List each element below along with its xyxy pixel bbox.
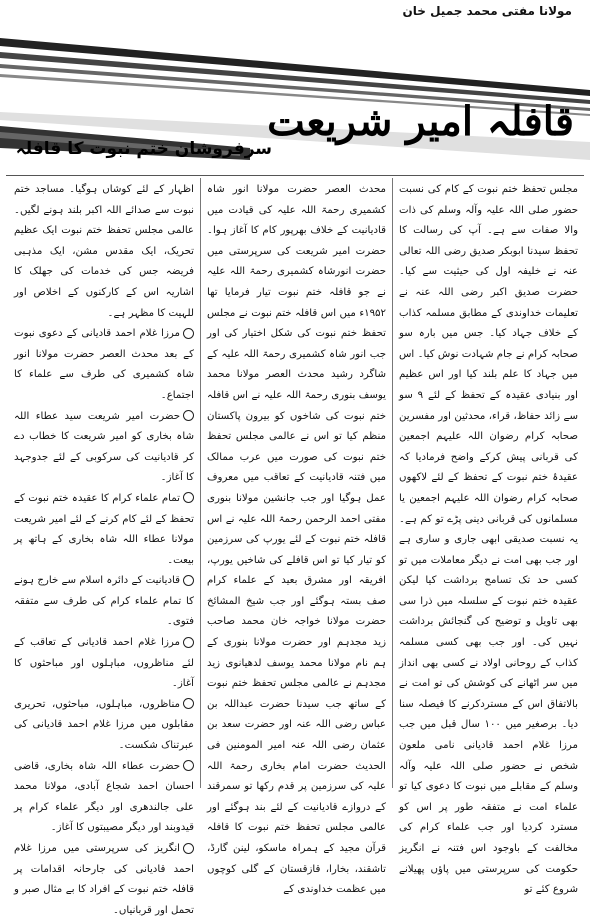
bullet-circle-icon bbox=[183, 698, 194, 709]
list-item: حضرت امیر شریعت سید عطاء اللہ شاہ بخاری کو امیر شریعت کا خطاب دے کر قادیانیت کی سرکوبی کے لئے جدوجہد کا آغاز۔ bbox=[14, 410, 194, 484]
list-item: مناظروں، مباہلوں، مباحثوں، تحریری مقابلوں میں مرزا غلام احمد قادیانی کی عبرتناک شکست۔ bbox=[14, 698, 194, 752]
list-item: تمام علماء کرام کا عقیدہ ختم نبوت کے تحفظ کے لئے کام کرنے کے لئے امیر شریعت مولانا عطاء اللہ شاہ بخاری کے ہاتھ پر بیعت۔ bbox=[14, 492, 194, 566]
header-divider bbox=[6, 175, 584, 176]
bullet-circle-icon bbox=[183, 492, 194, 503]
column-right-text: مجلس تحفظ ختم نبوت کے کام کی نسبت حضور صلی اللہ علیہ وآلہ وسلم کی ذات والا صفات سے ہے۔ آپ کی رسالت کا تحفظ سیدنا ابوبکر صدیق رضی اللہ تعالی عنہ نے خلیفہ اول کی حیثیت سے کیا۔ حضرت صدیق اکبر رضی اللہ عنہ نے تعلیمات خداوندی کے مطابق مسلمہ کذاب کے خلاف جہاد کیا۔ جس میں بارہ سو صحابہ کرام نے جام شہادت نوش کیا۔ اس میں جہاد کا علم بلند کیا اور اس عظیم اور بنیادی عقیدہ کے تحفظ کے لئے ۹ سو سے زائد حفاظ، قراء، محدثین اور مفسرین صحابہ کرام رضوان اللہ علیہم اجمعین کی قربانی پیش کرکے واضح فرمادیا کہ عقیدۂ ختم نبوت کے تحفظ کے لئے لاکھوں صحابہ کرام رضوان اللہ علیہم اجمعین یا مسلمانوں کی قربانی دینی پڑے تو کم ہے۔ یہ نسبت صدیقی ابھی جاری و ساری ہے اور جب بھی امت نے دیگر معاملات میں تو کسی حد تک تسامح برداشت کیا لیکن عقیدہ ختم نبوت کے سلسلہ میں ذرا سی بھی تاویل و توضیح کی گنجائش برداشت نہیں کی۔ اور جب بھی کسی مسلمہ کذاب کے روحانی اولاد نے کسی بھی انداز میں سر اٹھانے کی کوشش کی تو امت نے بالاتفاق اس کے مستردکرنے کا فیصلہ سنا دیا۔ برصغیر میں ۱۰۰ سال قبل میں جب مرزا غلام احمد قادیانی نامی ملعون شخص نے حضور صلی اللہ علیہ وآلہ وسلم کے مقابلے میں نبوت کا دعوی کیا تو علماء امت نے متفقہ طور پر اس کو مسترد کردیا اور جب علماء کرام کی مخالفت کے باوجود اس فتنہ نے انگریز حکومت کی سرپرستی میں پاؤں پھیلانے شروع کئے تو bbox=[399, 184, 578, 896]
list-item: حضرت عطاء اللہ شاہ بخاری، قاضی احسان احمد شجاع آبادی، مولانا محمد علی جالندھری اور دیگر علماء کرام پر قیدوبند اور دیگر مصیبتوں کا آغاز۔ bbox=[14, 760, 194, 834]
article-column-right bbox=[392, 178, 584, 896]
column-middle-text: محدث العصر حضرت مولانا انور شاہ کشمیری رحمۃ اللہ علیہ کی قیادت میں قادیانیت کے خلاف بھرپور کام کا آغاز ہوا۔ حضرت امیر شریعت کی سرپرستی میں حضرت انورشاہ کشمیری رحمۃ اللہ علیہ نے جو قافلہ ختم نبوت تیار فرمایا تھا ۱۹۵۲ء میں اس قافلہ ختم نبوت نے مجلس تحفظ ختم نبوت کی شکل اختیار کی اور جب انور شاہ کشمیری رحمۃ اللہ علیہ کے شاگرد رشید محدث العصر مولانا محمد یوسف بنوری رحمۃ اللہ علیہ نے اس قافلہ ختم نبوت کی شاخوں کو بیرون پاکستان منظم کیا تو اس نے عالمی مجلس تحفظ ختم نبوت کی صورت میں عرب ممالک میں فتنہ قادیانیت کے تعاقب میں معروف عمل ہوگیا اور جب جانشین مولانا بنوری مفتی احمد الرحمن رحمۃ اللہ علیہ نے اس قافلہ ختم نبوت کے لئے یورپ کی سرزمین کو تیار کیا تو اس قافلے کی شاخیں یورپ، افریقہ اور مشرق بعید کے علماء کرام صف بستہ ہوگئے اور جب شیخ المشائخ حضرت مولانا خواجہ خان محمد صاحب زید مجدہم اور حضرت مولانا بنوری کے ہم نام مولانا محمد یوسف لدھیانوی زید مجدہم نے عالمی مجلس تحفظ ختم نبوت کے ساتھ جب سیدنا حضرت عبداللہ بن عباس رضی اللہ عنہ اور حضرت سعد بن عثمان رضی اللہ عنہ امیر المومنین فی الحدیث حضرت امام بخاری رحمۃ اللہ علیہ کی سرزمین پر قدم رکھا تو سمرقند کے دروازے قادیانیت کے لئے بند ہوگئے اور عالمی مجلس تحفظ ختم نبوت کا قافلہ قرآن مجید کے ہمراہ ماسکو، لینن گارڈ، تاشقند، بخارا، قازقستان کے گلی کوچوں میں عظمت خداوندی کے bbox=[207, 184, 386, 896]
title-banner bbox=[0, 20, 590, 160]
article-column-middle bbox=[200, 178, 392, 896]
bullet-circle-icon bbox=[183, 410, 194, 421]
headline-title: قافلہ امیر شریعت bbox=[267, 98, 574, 145]
bullet-circle-icon bbox=[183, 328, 194, 339]
author-byline: مولانا مفتی محمد جمیل خان bbox=[402, 4, 572, 18]
article-columns bbox=[6, 178, 584, 916]
list-item: مرزا غلام احمد قادیانی کے دعوی نبوت کے بعد محدث العصر حضرت مولانا انور شاہ کشمیری کی طرف سے علماء کا اجتماع۔ bbox=[14, 328, 194, 401]
list-item: انگریز کی سرپرستی میں مرزا غلام احمد قادیانی کی جارحانہ اقدامات پر قافلہ ختم نبوت کے افراد کا بے مثال صبر و تحمل اور قربانیاں۔ bbox=[14, 843, 194, 916]
headline-subtitle: سرفروشان ختم نبوت کا قافلہ bbox=[15, 139, 272, 159]
list-item: مرزا غلام احمد قادیانی کے تعاقب کے لئے مناظروں، مباہلوں اور مباحثوں کا آغاز۔ bbox=[14, 637, 194, 690]
column-left-intro: اظہار کے لئے کوشاں ہوگیا۔ مساجد ختم نبوت سے صدائے اللہ اکبر بلند ہونے لگیں۔ عالمی مجلس تحفظ ختم نبوت ایک عظیم تحریک، ایک مقدس مشن، ایک مذہبی فریضہ جس کی خدمات کی جھلک کا اشاریہ اس کے کارکنوں کے اخلاص اور للہیت کا مظہر ہے۔ bbox=[14, 184, 194, 319]
bullet-circle-icon bbox=[183, 575, 194, 586]
list-item: قادیانیت کے دائرہ اسلام سے خارج ہونے کا تمام علماء کرام کی طرف سے متفقہ فتوی۔ bbox=[14, 575, 194, 628]
bullet-circle-icon bbox=[183, 760, 194, 771]
article-column-left bbox=[8, 178, 200, 916]
bullet-circle-icon bbox=[183, 637, 194, 648]
bullet-circle-icon bbox=[183, 843, 194, 854]
